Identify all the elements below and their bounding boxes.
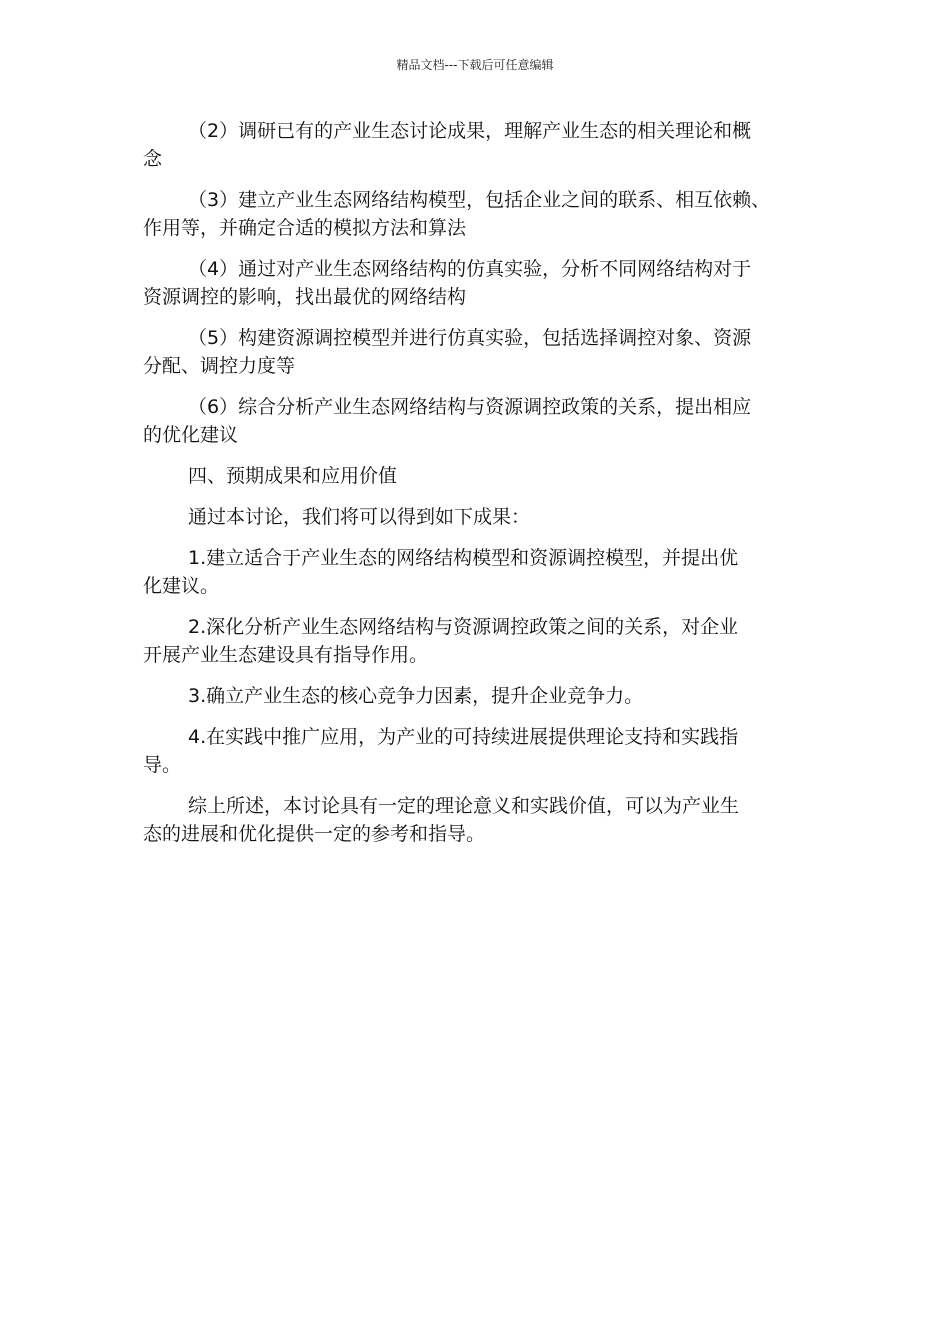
paragraph-text: 综上所述，本讨论具有一定的理论意义和实践价值，可以为产业生 xyxy=(188,795,740,817)
paragraph-text: 1.建立适合于产业生态的网络结构模型和资源调控模型，并提出优 xyxy=(188,547,739,569)
paragraph-text-continued: 开展产业生态建设具有指导作用。 xyxy=(143,644,429,666)
paragraph-text: 2.深化分析产业生态网络结构与资源调控政策之间的关系，对企业 xyxy=(188,616,739,638)
paragraph-step-5 xyxy=(143,324,815,380)
paragraph-text: （6）综合分析产业生态网络结构与资源调控政策的关系，提出相应 xyxy=(188,396,752,418)
paragraph-text: （3）建立产业生态网络结构模型，包括企业之间的联系、相互依赖、 xyxy=(188,189,771,211)
paragraph-text-continued: 导。 xyxy=(143,754,182,776)
paragraph-text: （2）调研已有的产业生态讨论成果，理解产业生态的相关理论和概 xyxy=(188,120,752,142)
paragraph-text-continued: 化建议。 xyxy=(143,575,220,597)
outcome-item-2 xyxy=(143,613,815,669)
paragraph-step-2 xyxy=(143,117,815,173)
paragraph-step-4 xyxy=(143,255,815,311)
paragraph-text: 3.确立产业生态的核心竞争力因素，提升企业竞争力。 xyxy=(188,685,644,707)
paragraph-text-continued: 的优化建议 xyxy=(143,424,239,446)
outcome-item-3 xyxy=(143,682,815,710)
paragraph-text-continued: 念 xyxy=(143,148,163,170)
paragraph-step-3 xyxy=(143,186,815,242)
paragraph-conclusion xyxy=(143,792,815,848)
paragraph-text: （5）构建资源调控模型并进行仿真实验，包括选择调控对象、资源 xyxy=(188,327,752,349)
outcome-item-1 xyxy=(143,544,815,600)
paragraph-text: 通过本讨论，我们将可以得到如下成果： xyxy=(188,506,531,528)
paragraph-step-6 xyxy=(143,393,815,449)
paragraph-text-continued: 资源调控的影响，找出最优的网络结构 xyxy=(143,286,467,308)
section-heading-text: 四、预期成果和应用价值 xyxy=(188,465,398,487)
paragraph-text-continued: 作用等，并确定合适的模拟方法和算法 xyxy=(143,217,467,239)
paragraph-text-continued: 分配、调控力度等 xyxy=(143,355,296,377)
paragraph-intro xyxy=(143,503,815,531)
paragraph-text-continued: 态的进展和优化提供一定的参考和指导。 xyxy=(143,823,486,845)
paragraph-text: 4.在实践中推广应用，为产业的可持续进展提供理论支持和实践指 xyxy=(188,726,739,748)
document-body xyxy=(143,117,815,861)
paragraph-text: （4）通过对产业生态网络结构的仿真实验，分析不同网络结构对于 xyxy=(188,258,752,280)
page-header: 精品文档---下载后可任意编辑 xyxy=(396,58,554,72)
outcome-item-4 xyxy=(143,723,815,779)
section-heading xyxy=(143,462,815,490)
